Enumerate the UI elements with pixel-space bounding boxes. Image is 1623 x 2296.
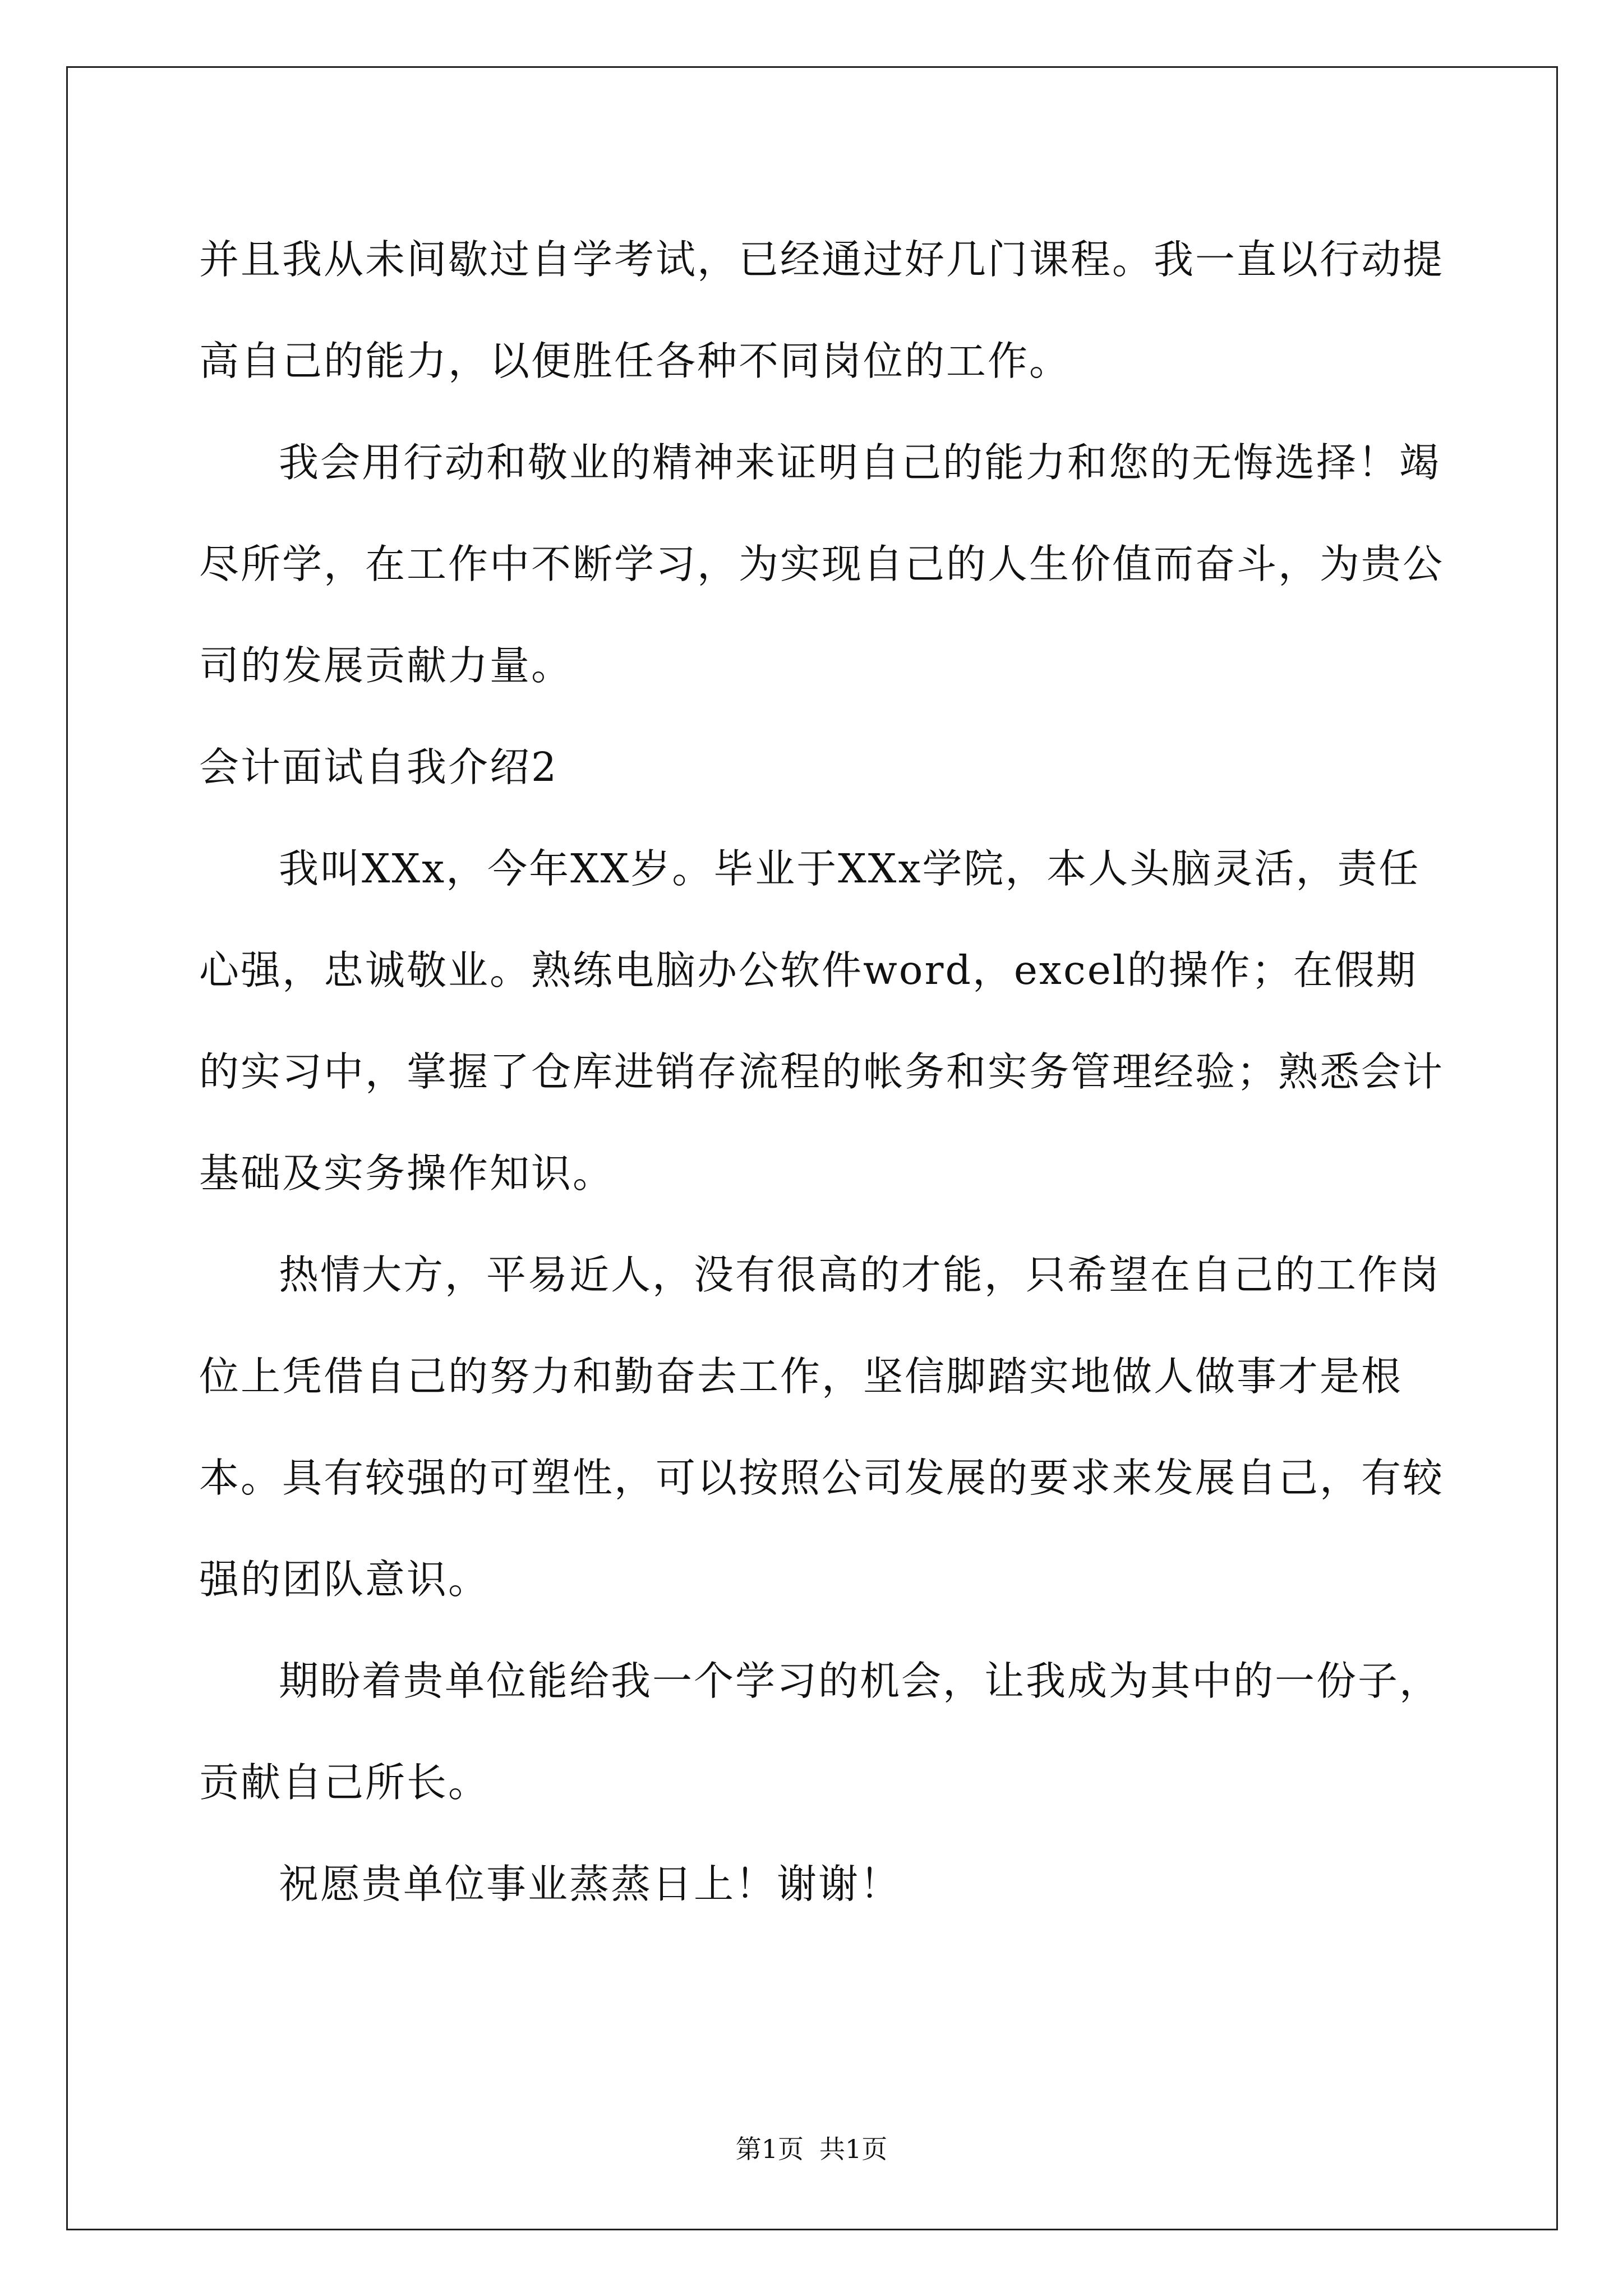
page-number: 第1页 [735,2134,804,2164]
section-paragraph-1: 我叫XXx，今年XX岁。毕业于XXx学院，本人头脑灵活，责任心强，忠诚敬业。熟练电脑办公软件word，excel的操作；在假期的实习中，掌握了仓库进销存流程的帐务和实务管理经验；熟悉会计基础及实务操作知识。 [199,845,1445,1197]
page-total: 共1页 [819,2134,888,2164]
paragraph-2: 我会用行动和敬业的精神来证明自己的能力和您的无悔选择！竭尽所学，在工作中不断学习，为实现自己的人生价值而奋斗，为贵公司的发展贡献力量。 [199,439,1445,689]
section-title: 会计面试自我介绍2 [199,744,559,790]
section-paragraph-4: 祝愿贵单位事业蒸蒸日上！谢谢！ [279,1861,902,1907]
paragraph-1: 并且我从未间歇过自学考试，已经通过好几门课程。我一直以行动提高自己的能力，以便胜任各种不同岗位的工作。 [199,236,1445,384]
section-paragraph-3: 期盼着贵单位能给我一个学习的机会，让我成为其中的一份子，贡献自己所长。 [199,1658,1441,1806]
document-body [199,209,1444,1935]
section-paragraph-2: 热情大方，平易近人，没有很高的才能，只希望在自己的工作岗位上凭借自己的努力和勤奋去工作，坚信脚踏实地做人做事才是根本。具有较强的可塑性，可以按照公司发展的要求来发展自己，有较强的团队意识。 [199,1251,1445,1603]
page-footer [0,2129,1623,2166]
